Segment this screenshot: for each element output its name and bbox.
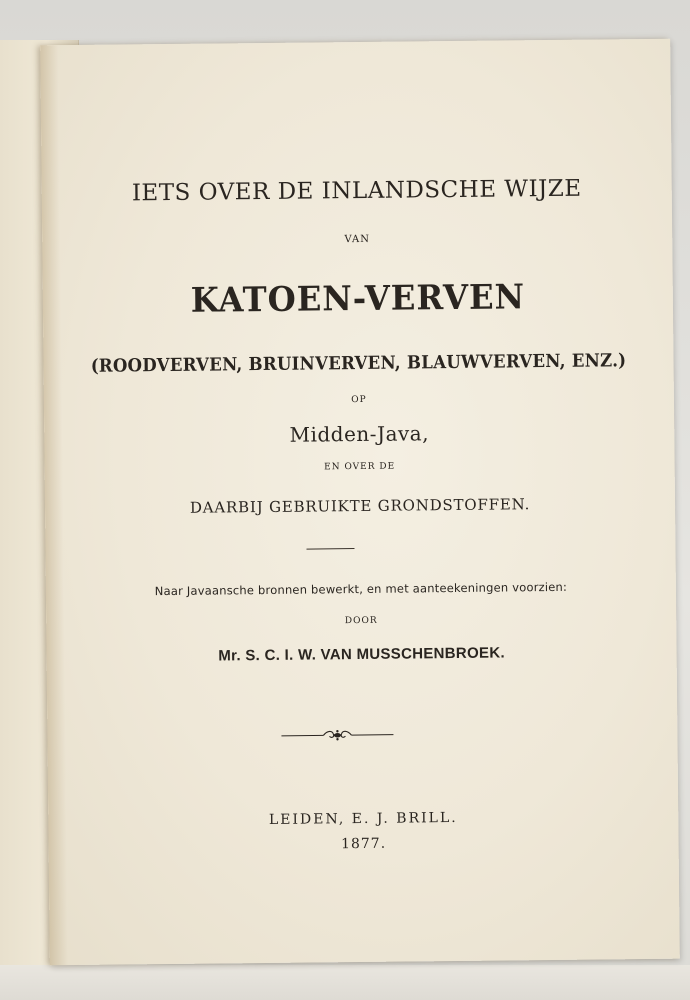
- door-label: DOOR: [344, 615, 378, 627]
- back-cover: [0, 965, 690, 1000]
- region-title: Midden-Java,: [289, 421, 430, 447]
- title-line-van: VAN: [344, 233, 371, 246]
- subtitle: (ROODVERVEN, BRUINVERVEN, BLAUWVERVEN, ENZ.): [90, 350, 627, 377]
- imprint: LEIDEN, E. J. BRILL.: [268, 809, 458, 828]
- main-title: KATOEN-VERVEN: [190, 277, 526, 321]
- source-note: Naar Javaansche bronnen bewerkt, en met aanteekeningen voorzien:: [154, 579, 568, 599]
- publication-year: 1877.: [340, 835, 387, 853]
- materials-title: DAARBIJ GEBRUIKTE GRONDSTOFFEN.: [189, 495, 531, 517]
- title-line-1: IETS OVER DE INLANDSCHE WIJZE: [131, 175, 582, 207]
- title-page: [40, 39, 680, 966]
- author-name: Mr. S. C. I. W. VAN MUSSCHENBROEK.: [218, 644, 505, 665]
- scroll-ornament-icon: [279, 728, 395, 743]
- divider-rule: [306, 548, 354, 550]
- title-line-op: OP: [351, 394, 367, 406]
- title-line-en-over-de: EN OVER DE: [324, 461, 396, 473]
